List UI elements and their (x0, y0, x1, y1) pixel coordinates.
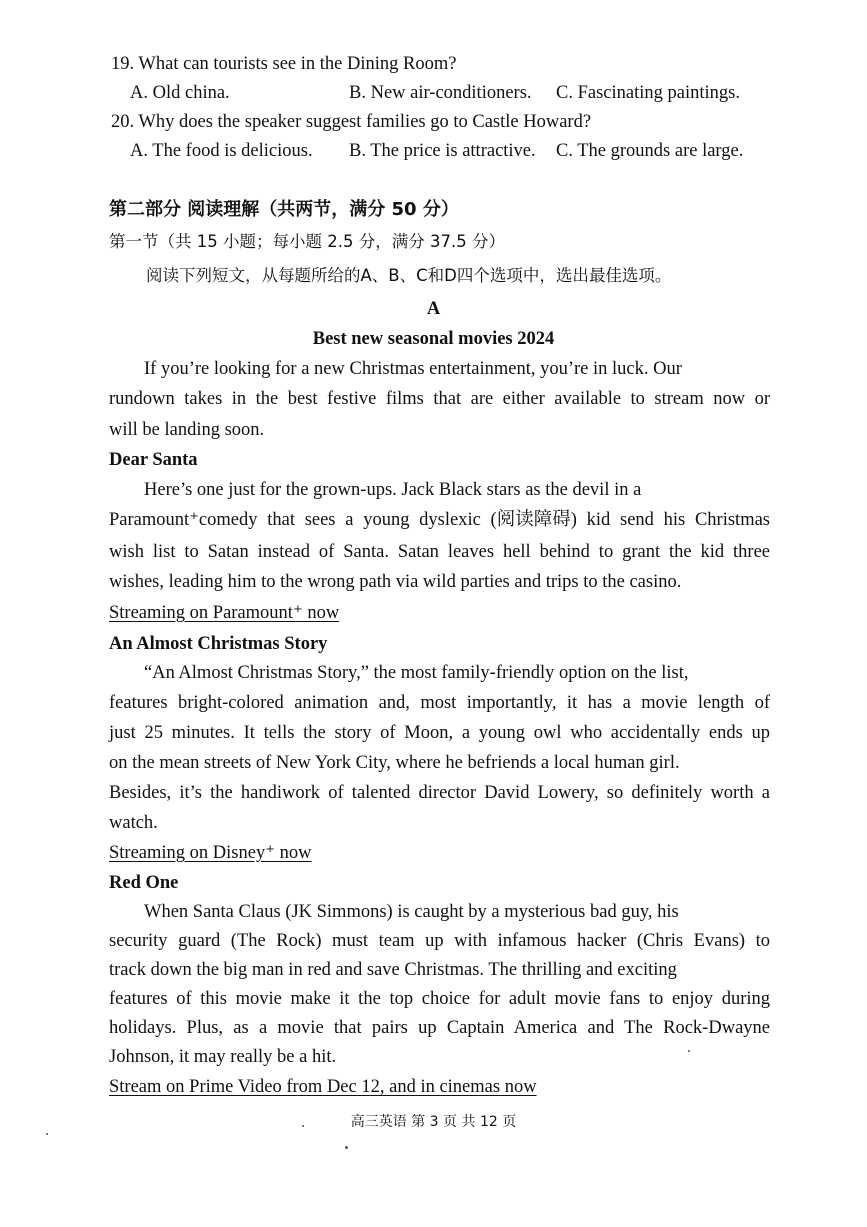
passage-letter: A (426, 299, 441, 319)
q19-option-c: C. Fascinating paintings. (556, 83, 740, 103)
question-20: 20. Why does the speaker suggest families go to Castle Howard? (111, 112, 592, 132)
intro-line: will be landing soon. (109, 420, 265, 440)
almost-christmas-line: watch. (109, 813, 158, 833)
q19-option-a: A. Old china. (130, 83, 230, 103)
red-one-line: holidays. Plus, as a movie that pairs up Captain America and The Rock-Dwayne (109, 1018, 770, 1038)
almost-christmas-line: just 25 minutes. It tells the story of Moon, a young owl who accidentally ends up (109, 723, 770, 743)
dear-santa-line: wishes, leading him to the wrong path via wild parties and trips to the casino. (109, 572, 682, 592)
movie-title-red-one: Red One (109, 873, 179, 893)
q20-option-a: A. The food is delicious. (130, 141, 313, 161)
red-one-line: security guard (The Rock) must team up with infamous hacker (Chris Evans) to (109, 931, 770, 951)
scan-speck (345, 1146, 348, 1149)
dear-santa-line: wish list to Satan instead of Santa. Satan leaves hell behind to grant the kid three (109, 542, 770, 562)
dear-santa-line: Paramount⁺comedy that sees a young dyslexic (阅读障碍) kid send his Christmas (109, 510, 770, 530)
scan-speck (688, 1050, 690, 1052)
almost-christmas-line: on the mean streets of New York City, where he befriends a local human girl. (109, 753, 680, 773)
red-one-line: When Santa Claus (JK Simmons) is caught by a mysterious bad guy, his (144, 902, 679, 922)
passage-title: Best new seasonal movies 2024 (312, 329, 555, 349)
almost-christmas-line: Besides, it’s the handiwork of talented director David Lowery, so definitely worth a (109, 783, 770, 803)
reading-instructions: 阅读下列短文，从每题所给的A、B、C和D四个选项中，选出最佳选项。 (146, 266, 672, 285)
page-footer: 高三英语 第 3 页 共 12 页 (350, 1114, 517, 1130)
almost-christmas-streaming: Streaming on Disney⁺ now (109, 843, 312, 863)
red-one-line: track down the big man in red and save Christmas. The thrilling and exciting (109, 960, 677, 980)
red-one-line: features of this movie make it the top choice for adult movie fans to enjoy during (109, 989, 770, 1009)
almost-christmas-line: features bright-colored animation and, most importantly, it has a movie length of (109, 693, 770, 713)
question-19: 19. What can tourists see in the Dining Room? (111, 54, 457, 74)
part2-heading: 第二部分 阅读理解（共两节，满分 50 分） (109, 199, 459, 220)
intro-line: If you’re looking for a new Christmas entertainment, you’re in luck. Our (144, 359, 682, 379)
dear-santa-line: Here’s one just for the grown-ups. Jack Black stars as the devil in a (144, 480, 642, 500)
dear-santa-streaming: Streaming on Paramount⁺ now (109, 603, 340, 623)
q20-option-b: B. The price is attractive. (349, 141, 536, 161)
q20-option-c: C. The grounds are large. (556, 141, 744, 161)
red-one-line: Johnson, it may really be a hit. (109, 1047, 337, 1067)
intro-line: rundown takes in the best festive films that are either available to stream now or (109, 389, 770, 409)
scan-speck (302, 1125, 304, 1127)
movie-title-almost-christmas: An Almost Christmas Story (109, 634, 328, 654)
red-one-streaming: Stream on Prime Video from Dec 12, and in cinemas now (109, 1077, 537, 1097)
movie-title-dear-santa: Dear Santa (109, 450, 198, 470)
scan-speck (46, 1133, 48, 1135)
q19-option-b: B. New air-conditioners. (349, 83, 532, 103)
almost-christmas-line: “An Almost Christmas Story,” the most family-friendly option on the list, (144, 663, 689, 683)
section1-heading: 第一节（共 15 小题；每小题 2.5 分，满分 37.5 分） (109, 232, 505, 251)
